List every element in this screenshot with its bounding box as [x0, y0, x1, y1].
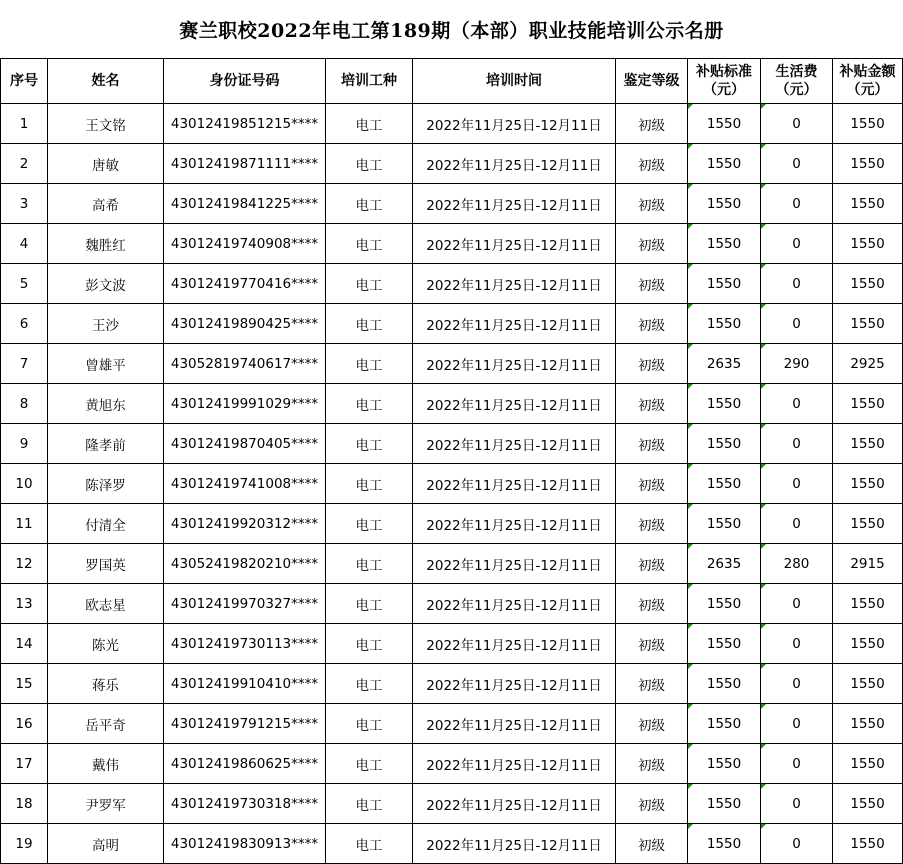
cell-living-fee: 0: [761, 624, 833, 664]
cell-name: 陈光: [48, 624, 164, 664]
cell-living-fee: 0: [761, 584, 833, 624]
cell-living-fee: 0: [761, 144, 833, 184]
cell-living-fee: 290: [761, 344, 833, 384]
table-row: [1, 824, 903, 864]
table-row: [1, 624, 903, 664]
cell-seq: 9: [1, 424, 48, 464]
cell-name: 付清全: [48, 504, 164, 544]
cell-period: 2022年11月25日-12月11日: [413, 264, 616, 304]
cell-period: 2022年11月25日-12月11日: [413, 824, 616, 864]
cell-period: 2022年11月25日-12月11日: [413, 304, 616, 344]
cell-trade: 电工: [326, 304, 413, 344]
cell-trade: 电工: [326, 144, 413, 184]
cell-living-fee: 0: [761, 304, 833, 344]
cell-level: 初级: [616, 824, 688, 864]
cell-seq: 6: [1, 304, 48, 344]
cell-living-fee: 0: [761, 784, 833, 824]
cell-name: 彭文波: [48, 264, 164, 304]
cell-period: 2022年11月25日-12月11日: [413, 224, 616, 264]
table-row: [1, 504, 903, 544]
table-row: [1, 664, 903, 704]
table-row: [1, 224, 903, 264]
cell-subsidy-amount: 1550: [833, 704, 903, 744]
table-row: [1, 784, 903, 824]
cell-living-fee: 0: [761, 224, 833, 264]
table-row: [1, 424, 903, 464]
header-period: 培训时间: [413, 59, 616, 104]
cell-living-fee: 0: [761, 504, 833, 544]
table-row: [1, 464, 903, 504]
cell-name: 戴伟: [48, 744, 164, 784]
cell-level: 初级: [616, 784, 688, 824]
cell-period: 2022年11月25日-12月11日: [413, 384, 616, 424]
table-row: [1, 344, 903, 384]
cell-id-number: 43012419860625****: [164, 744, 326, 784]
cell-period: 2022年11月25日-12月11日: [413, 504, 616, 544]
cell-subsidy-standard: 1550: [688, 584, 761, 624]
table-row: [1, 144, 903, 184]
table-body: [1, 104, 903, 864]
cell-subsidy-standard: 1550: [688, 224, 761, 264]
cell-name: 曾雄平: [48, 344, 164, 384]
cell-seq: 15: [1, 664, 48, 704]
table-row: [1, 264, 903, 304]
cell-period: 2022年11月25日-12月11日: [413, 144, 616, 184]
cell-id-number: 43012419851215****: [164, 104, 326, 144]
cell-subsidy-standard: 1550: [688, 184, 761, 224]
cell-seq: 8: [1, 384, 48, 424]
cell-subsidy-standard: 1550: [688, 704, 761, 744]
cell-subsidy-amount: 1550: [833, 744, 903, 784]
cell-period: 2022年11月25日-12月11日: [413, 744, 616, 784]
cell-living-fee: 0: [761, 744, 833, 784]
cell-subsidy-amount: 1550: [833, 144, 903, 184]
cell-subsidy-standard: 1550: [688, 504, 761, 544]
cell-living-fee: 0: [761, 664, 833, 704]
cell-living-fee: 280: [761, 544, 833, 584]
cell-subsidy-amount: 1550: [833, 664, 903, 704]
cell-id-number: 43012419920312****: [164, 504, 326, 544]
cell-subsidy-amount: 1550: [833, 104, 903, 144]
cell-level: 初级: [616, 264, 688, 304]
cell-level: 初级: [616, 624, 688, 664]
cell-living-fee: 0: [761, 104, 833, 144]
cell-period: 2022年11月25日-12月11日: [413, 464, 616, 504]
cell-trade: 电工: [326, 544, 413, 584]
cell-living-fee: 0: [761, 704, 833, 744]
cell-subsidy-standard: 1550: [688, 664, 761, 704]
cell-name: 魏胜红: [48, 224, 164, 264]
cell-subsidy-amount: 2915: [833, 544, 903, 584]
cell-id-number: 43012419770416****: [164, 264, 326, 304]
header-level: 鉴定等级: [616, 59, 688, 104]
cell-seq: 1: [1, 104, 48, 144]
cell-trade: 电工: [326, 784, 413, 824]
table-row: [1, 304, 903, 344]
cell-period: 2022年11月25日-12月11日: [413, 784, 616, 824]
cell-level: 初级: [616, 384, 688, 424]
page-title: 赛兰职校2022年电工第189期（本部）职业技能培训公示名册: [179, 19, 724, 42]
cell-name: 隆孝前: [48, 424, 164, 464]
cell-living-fee: 0: [761, 424, 833, 464]
cell-trade: 电工: [326, 464, 413, 504]
cell-subsidy-standard: 1550: [688, 464, 761, 504]
table-row: [1, 104, 903, 144]
cell-subsidy-amount: 2925: [833, 344, 903, 384]
header-id-number: 身份证号码: [164, 59, 326, 104]
header-trade: 培训工种: [326, 59, 413, 104]
table-row: [1, 184, 903, 224]
cell-seq: 13: [1, 584, 48, 624]
cell-seq: 4: [1, 224, 48, 264]
cell-level: 初级: [616, 304, 688, 344]
header-row: [1, 59, 903, 104]
cell-trade: 电工: [326, 424, 413, 464]
cell-seq: 2: [1, 144, 48, 184]
cell-id-number: 43052819740617****: [164, 344, 326, 384]
cell-id-number: 43012419740908****: [164, 224, 326, 264]
cell-subsidy-amount: 1550: [833, 424, 903, 464]
cell-seq: 7: [1, 344, 48, 384]
roster-table: [0, 58, 903, 864]
cell-level: 初级: [616, 344, 688, 384]
cell-trade: 电工: [326, 184, 413, 224]
cell-id-number: 43052419820210****: [164, 544, 326, 584]
table-row: [1, 744, 903, 784]
cell-subsidy-standard: 1550: [688, 264, 761, 304]
cell-name: 高明: [48, 824, 164, 864]
cell-subsidy-standard: 1550: [688, 144, 761, 184]
cell-subsidy-standard: 1550: [688, 744, 761, 784]
cell-subsidy-standard: 1550: [688, 304, 761, 344]
cell-subsidy-amount: 1550: [833, 384, 903, 424]
header-subsidy-amount: 补贴金额（元）: [833, 59, 903, 104]
cell-seq: 12: [1, 544, 48, 584]
cell-subsidy-amount: 1550: [833, 464, 903, 504]
cell-name: 王文铭: [48, 104, 164, 144]
cell-id-number: 43012419841225****: [164, 184, 326, 224]
table-row: [1, 544, 903, 584]
cell-seq: 14: [1, 624, 48, 664]
cell-trade: 电工: [326, 104, 413, 144]
header-seq: 序号: [1, 59, 48, 104]
cell-subsidy-amount: 1550: [833, 504, 903, 544]
cell-subsidy-amount: 1550: [833, 184, 903, 224]
cell-name: 唐敏: [48, 144, 164, 184]
cell-id-number: 43012419741008****: [164, 464, 326, 504]
cell-trade: 电工: [326, 224, 413, 264]
cell-subsidy-standard: 1550: [688, 784, 761, 824]
cell-name: 罗国英: [48, 544, 164, 584]
cell-living-fee: 0: [761, 184, 833, 224]
cell-subsidy-amount: 1550: [833, 824, 903, 864]
cell-subsidy-amount: 1550: [833, 584, 903, 624]
cell-name: 王沙: [48, 304, 164, 344]
cell-trade: 电工: [326, 744, 413, 784]
cell-living-fee: 0: [761, 384, 833, 424]
cell-seq: 19: [1, 824, 48, 864]
cell-period: 2022年11月25日-12月11日: [413, 184, 616, 224]
cell-subsidy-standard: 2635: [688, 544, 761, 584]
cell-period: 2022年11月25日-12月11日: [413, 104, 616, 144]
cell-period: 2022年11月25日-12月11日: [413, 624, 616, 664]
header-subsidy-standard: 补贴标准（元）: [688, 59, 761, 104]
cell-id-number: 43012419910410****: [164, 664, 326, 704]
cell-id-number: 43012419871111****: [164, 144, 326, 184]
cell-subsidy-amount: 1550: [833, 304, 903, 344]
cell-name: 蒋乐: [48, 664, 164, 704]
cell-trade: 电工: [326, 704, 413, 744]
cell-id-number: 43012419730113****: [164, 624, 326, 664]
cell-id-number: 43012419890425****: [164, 304, 326, 344]
cell-seq: 17: [1, 744, 48, 784]
cell-level: 初级: [616, 104, 688, 144]
cell-trade: 电工: [326, 824, 413, 864]
table-row: [1, 584, 903, 624]
cell-subsidy-amount: 1550: [833, 624, 903, 664]
cell-trade: 电工: [326, 664, 413, 704]
cell-living-fee: 0: [761, 824, 833, 864]
cell-level: 初级: [616, 704, 688, 744]
cell-name: 尹罗军: [48, 784, 164, 824]
table-row: [1, 384, 903, 424]
cell-trade: 电工: [326, 264, 413, 304]
cell-seq: 11: [1, 504, 48, 544]
cell-seq: 18: [1, 784, 48, 824]
cell-subsidy-standard: 1550: [688, 424, 761, 464]
cell-name: 黄旭东: [48, 384, 164, 424]
table-row: [1, 704, 903, 744]
cell-trade: 电工: [326, 384, 413, 424]
cell-period: 2022年11月25日-12月11日: [413, 584, 616, 624]
cell-period: 2022年11月25日-12月11日: [413, 344, 616, 384]
cell-period: 2022年11月25日-12月11日: [413, 544, 616, 584]
cell-subsidy-standard: 2635: [688, 344, 761, 384]
cell-subsidy-amount: 1550: [833, 224, 903, 264]
cell-level: 初级: [616, 744, 688, 784]
cell-id-number: 43012419991029****: [164, 384, 326, 424]
table-header: [1, 59, 903, 104]
cell-living-fee: 0: [761, 264, 833, 304]
cell-subsidy-standard: 1550: [688, 624, 761, 664]
cell-id-number: 43012419970327****: [164, 584, 326, 624]
cell-level: 初级: [616, 584, 688, 624]
cell-subsidy-standard: 1550: [688, 824, 761, 864]
cell-subsidy-amount: 1550: [833, 784, 903, 824]
cell-level: 初级: [616, 184, 688, 224]
cell-seq: 16: [1, 704, 48, 744]
cell-subsidy-standard: 1550: [688, 104, 761, 144]
cell-period: 2022年11月25日-12月11日: [413, 704, 616, 744]
cell-name: 陈泽罗: [48, 464, 164, 504]
cell-id-number: 43012419870405****: [164, 424, 326, 464]
cell-name: 高希: [48, 184, 164, 224]
cell-trade: 电工: [326, 504, 413, 544]
cell-seq: 3: [1, 184, 48, 224]
cell-level: 初级: [616, 224, 688, 264]
cell-period: 2022年11月25日-12月11日: [413, 664, 616, 704]
cell-level: 初级: [616, 664, 688, 704]
cell-id-number: 43012419830913****: [164, 824, 326, 864]
cell-level: 初级: [616, 424, 688, 464]
header-living-fee: 生活费（元）: [761, 59, 833, 104]
cell-level: 初级: [616, 504, 688, 544]
cell-id-number: 43012419791215****: [164, 704, 326, 744]
cell-seq: 5: [1, 264, 48, 304]
cell-level: 初级: [616, 144, 688, 184]
cell-name: 岳平奇: [48, 704, 164, 744]
cell-seq: 10: [1, 464, 48, 504]
cell-subsidy-amount: 1550: [833, 264, 903, 304]
cell-id-number: 43012419730318****: [164, 784, 326, 824]
cell-trade: 电工: [326, 584, 413, 624]
cell-trade: 电工: [326, 624, 413, 664]
cell-subsidy-standard: 1550: [688, 384, 761, 424]
cell-trade: 电工: [326, 344, 413, 384]
cell-name: 欧志星: [48, 584, 164, 624]
cell-level: 初级: [616, 544, 688, 584]
cell-level: 初级: [616, 464, 688, 504]
cell-period: 2022年11月25日-12月11日: [413, 424, 616, 464]
header-name: 姓名: [48, 59, 164, 104]
cell-living-fee: 0: [761, 464, 833, 504]
